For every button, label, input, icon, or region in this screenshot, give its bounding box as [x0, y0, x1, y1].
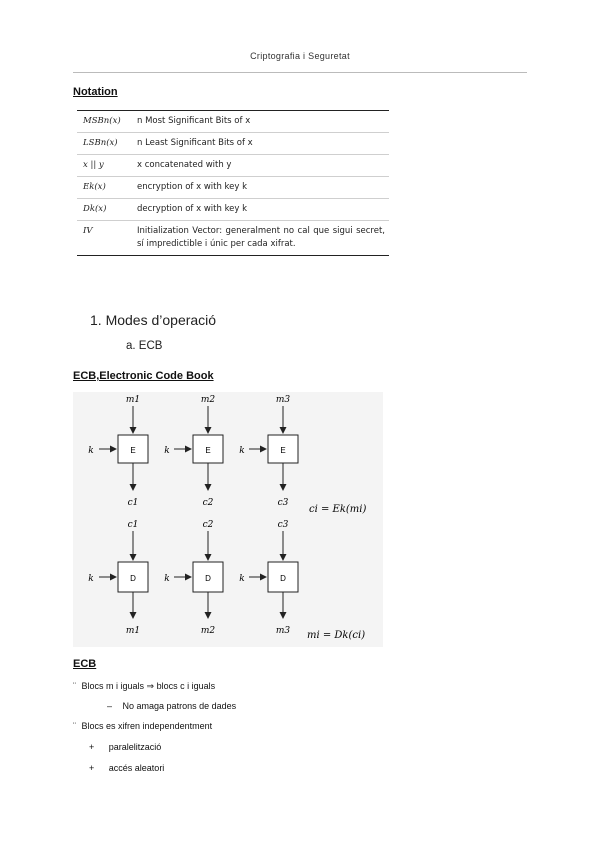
- encrypt-formula: ci = Ek(mi): [309, 504, 367, 515]
- bullet-text: Blocs m i iguals ⇒ blocs c i iguals: [81, 681, 216, 691]
- bullet-text: Blocs es xifren independentment: [81, 721, 213, 731]
- notation-row: [77, 221, 389, 255]
- list-item: [89, 742, 161, 752]
- section-title: 1. Modes d’operació: [90, 312, 217, 328]
- decrypt-formula: mi = Dk(ci): [307, 630, 366, 641]
- encrypt-unit: [88, 395, 148, 508]
- encrypt-input-label: m1: [125, 395, 141, 405]
- bullet-text: accés aleatori: [108, 763, 165, 773]
- decrypt-block-label: D: [280, 574, 286, 583]
- bullet-marker: –: [107, 701, 113, 711]
- notation-table: [77, 110, 389, 256]
- list-item: [89, 763, 164, 773]
- encrypt-unit: [239, 395, 298, 508]
- decrypt-output-label: m1: [125, 626, 141, 636]
- encrypt-block-label: E: [280, 446, 286, 455]
- encrypt-key-label: k: [239, 446, 245, 456]
- encrypt-output-label: c1: [127, 498, 139, 508]
- notation-row: [77, 155, 389, 177]
- notation-description: encryption of x with key k: [137, 182, 248, 192]
- ecb-diagram: [73, 392, 383, 647]
- encrypt-key-label: k: [88, 446, 94, 456]
- notation-description: decryption of x with key k: [137, 204, 248, 214]
- list-item: [73, 721, 212, 731]
- decrypt-key-label: k: [164, 574, 170, 584]
- decrypt-output-label: m3: [275, 626, 291, 636]
- encrypt-unit: [164, 395, 223, 508]
- decrypt-unit: [164, 520, 223, 636]
- encrypt-output-label: c2: [202, 498, 214, 508]
- bullet-marker: ¨: [73, 681, 76, 691]
- encrypt-block-label: E: [205, 446, 211, 455]
- notation-symbol: Ek(x): [83, 182, 106, 192]
- bullet-text: No amaga patrons de dades: [122, 701, 237, 711]
- list-item: [107, 701, 236, 711]
- notation-row: [77, 177, 389, 199]
- header-divider: [73, 72, 527, 73]
- decrypt-input-label: c1: [127, 520, 139, 530]
- decrypt-block-label: D: [130, 574, 136, 583]
- notation-row: [77, 199, 389, 221]
- decrypt-output-label: m2: [200, 626, 216, 636]
- decrypt-key-label: k: [239, 574, 245, 584]
- bullet-marker: ¨: [73, 721, 76, 731]
- page-header-title: Criptografia i Seguretat: [250, 51, 350, 61]
- notation-row: [77, 111, 389, 133]
- decrypt-unit: [88, 520, 148, 636]
- notation-description: n Most Significant Bits of x: [137, 116, 251, 126]
- notation-description: x concatenated with y: [137, 160, 232, 170]
- decrypt-unit: [239, 520, 298, 636]
- encrypt-input-label: m3: [275, 395, 291, 405]
- notation-description: n Least Significant Bits of x: [137, 138, 253, 148]
- encrypt-block-label: E: [130, 446, 136, 455]
- decrypt-input-label: c2: [202, 520, 214, 530]
- bullet-marker: +: [89, 742, 95, 752]
- notation-symbol: Dk(x): [83, 204, 107, 214]
- notation-symbol: x || y: [83, 160, 104, 170]
- list-item: [73, 681, 215, 692]
- decrypt-key-label: k: [88, 574, 94, 584]
- notation-symbol: LSBn(x): [83, 138, 118, 148]
- encrypt-output-label: c3: [277, 498, 289, 508]
- notation-heading: Notation: [73, 86, 118, 98]
- notation-symbol: IV: [83, 226, 93, 236]
- bullet-marker: +: [89, 763, 95, 773]
- notation-symbol: MSBn(x): [83, 116, 121, 126]
- decrypt-input-label: c3: [277, 520, 289, 530]
- ecb-figure-heading: ECB,Electronic Code Book: [73, 370, 214, 382]
- subsection-title: a. ECB: [126, 340, 163, 352]
- notation-row: [77, 133, 389, 155]
- encrypt-key-label: k: [164, 446, 170, 456]
- ecb-notes-heading: ECB: [73, 658, 97, 670]
- bullet-text: paralelització: [108, 742, 162, 752]
- notation-description: Initialization Vector: generalment no cal que sigui secret, sí impredictible i únic per cada xifrat.: [137, 226, 385, 249]
- encrypt-input-label: m2: [200, 395, 216, 405]
- decrypt-block-label: D: [205, 574, 211, 583]
